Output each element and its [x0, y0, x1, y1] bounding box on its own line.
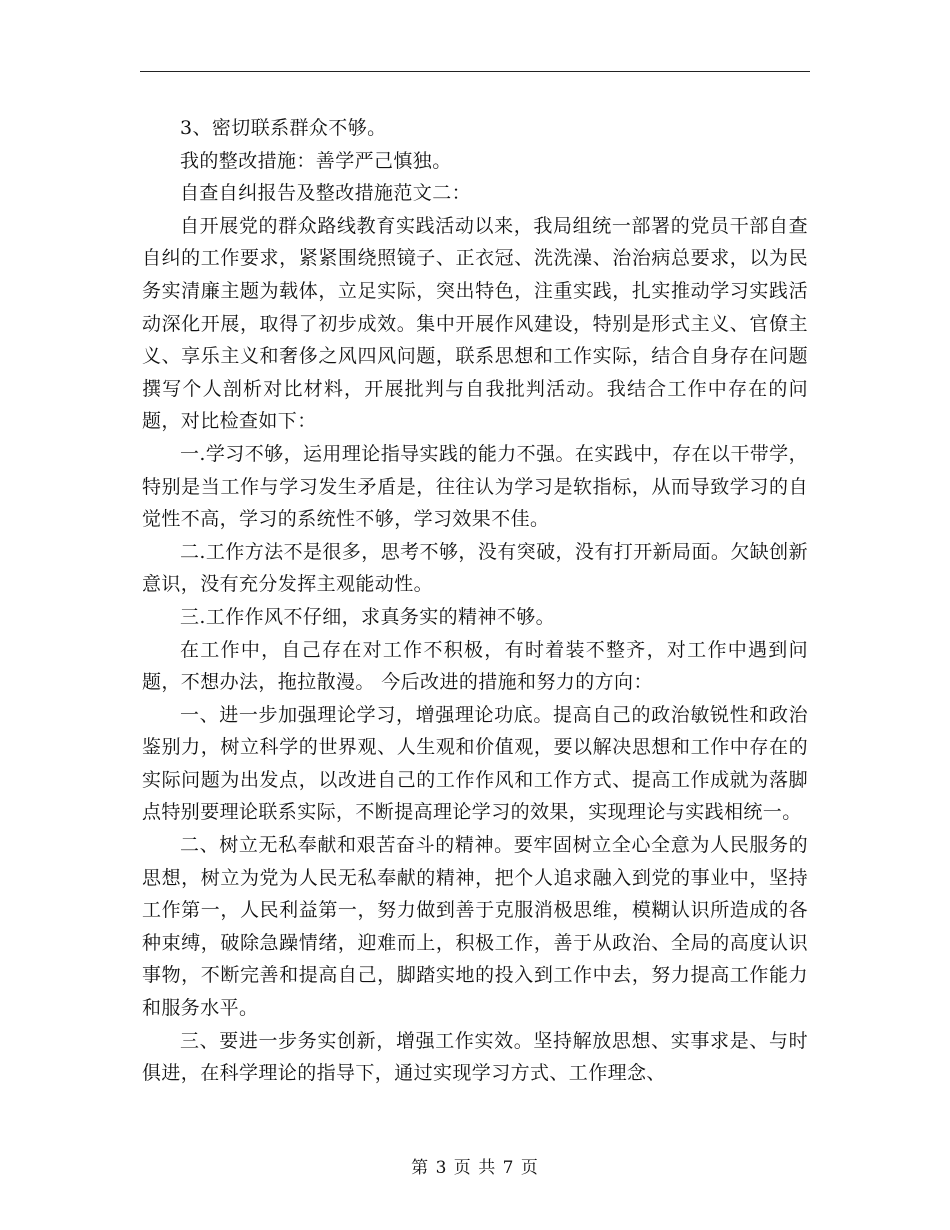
paragraph: 三.工作作风不仔细，求真务实的精神不够。: [180, 605, 556, 628]
section-heading: 自查自纠报告及整改措施范文二：: [180, 182, 472, 205]
paragraph: 我的整改措施：善学严己慎独。: [180, 149, 452, 172]
paragraph: 3、密切联系群众不够。: [180, 117, 387, 139]
page-number: 第 3 页 共 7 页: [411, 1158, 539, 1178]
document-body: [142, 112, 808, 1090]
paragraph: 一.学习不够，运用理论指导实践的能力不强。在实践中，存在以干带学，特别是当工作与学习发生矛盾是，往往认为学习是软指标，从而导致学习的自觉性不高，学习的系统性不够，学习效果不佳。: [142, 442, 808, 531]
paragraph: 三、要进一步务实创新，增强工作实效。坚持解放思想、实事求是、与时俱进，在科学理论的指导下，通过实现学习方式、工作理念、: [142, 1029, 808, 1085]
paragraph: 在工作中，自己存在对工作不积极，有时着装不整齐，对工作中遇到问题，不想办法，拖拉散漫。 今后改进的措施和努力的方向：: [142, 638, 808, 694]
paragraph: 二.工作方法不是很多，思考不够，没有突破，没有打开新局面。欠缺创新意识，没有充分发挥主观能动性。: [142, 540, 808, 596]
paragraph: 一、进一步加强理论学习，增强理论功底。提高自己的政治敏锐性和政治鉴别力，树立科学的世界观、人生观和价值观，要以解决思想和工作中存在的实际问题为出发点，以改进自己的工作作风和工作方式、提高工作成就为落脚点特别要理论联系实际，不断提高理论学习的效果，实现理论与实践相统一。: [142, 703, 808, 824]
paragraph: 自开展党的群众路线教育实践活动以来，我局组统一部署的党员干部自查自纠的工作要求，紧紧围绕照镜子、正衣冠、洗洗澡、治治病总要求，以为民务实清廉主题为载体，立足实际，突出特色，注重实践，扎实推动学习实践活动深化开展，取得了初步成效。集中开展作风建设，特别是形式主义、官僚主义、享乐主义和奢侈之风四风问题，联系思想和工作实际，结合自身存在问题撰写个人剖析对比材料，开展批判与自我批判活动。我结合工作中存在的问题，对比检查如下：: [142, 214, 808, 433]
paragraph: 二、树立无私奉献和艰苦奋斗的精神。要牢固树立全心全意为人民服务的思想，树立为党为人民无私奉献的精神，把个人追求融入到党的事业中，坚持工作第一，人民利益第一，努力做到善于克服消极思维，模糊认识所造成的各种束缚，破除急躁情绪，迎难而上，积极工作，善于从政治、全局的高度认识事物，不断完善和提高自己，脚踏实地的投入到工作中去，努力提高工作能力和服务水平。: [142, 834, 808, 1020]
header-rule: [140, 71, 810, 72]
